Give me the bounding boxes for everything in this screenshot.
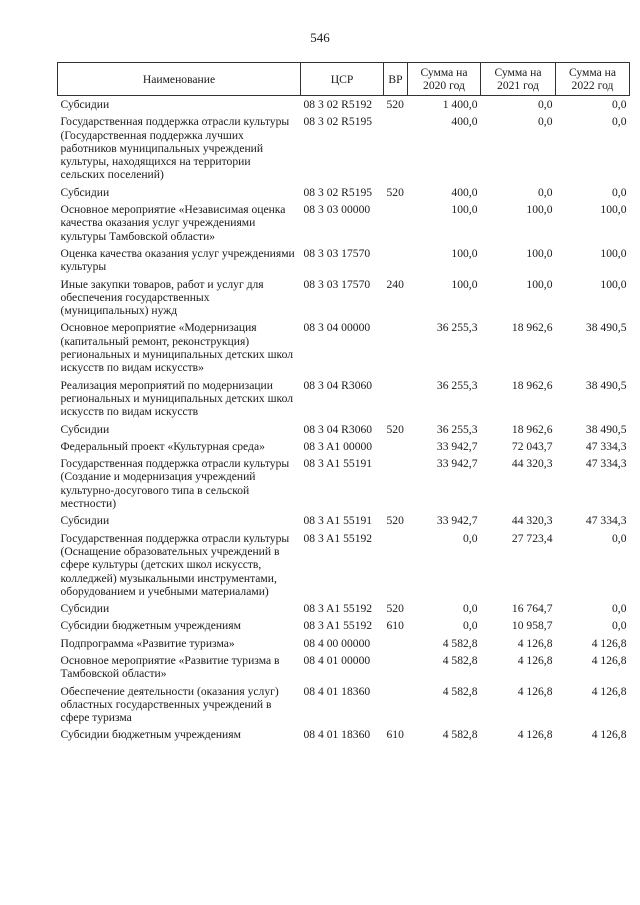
- row-vr-code: [384, 245, 408, 276]
- row-sum-2020: 100,0: [451, 203, 478, 217]
- row-sum-2022: 100,0: [600, 203, 627, 217]
- row-vr-code: 610: [386, 728, 404, 742]
- budget-table: [57, 62, 630, 744]
- row-vr-code: [384, 635, 408, 652]
- row-csr-code: 08 3 04 R3060: [303, 378, 373, 392]
- row-name: Федеральный проект «Культурная среда»: [60, 439, 265, 453]
- row-vr-code: [384, 377, 408, 421]
- row-sum-2022: 47 334,3: [585, 457, 627, 471]
- row-sum-2021: 72 043,7: [511, 439, 553, 453]
- row-vr-code: 520: [386, 422, 404, 436]
- row-sum-2020: 1 400,0: [442, 98, 478, 111]
- table-row: [58, 276, 630, 320]
- row-sum-2022: 38 490,5: [585, 378, 627, 392]
- row-csr-code: 08 3 A1 55192: [303, 619, 373, 633]
- row-vr-code: [384, 438, 408, 455]
- row-sum-2021: 100,0: [526, 203, 553, 217]
- row-vr-code: [384, 455, 408, 512]
- row-sum-2020: 400,0: [451, 185, 478, 199]
- table-row: [58, 512, 630, 529]
- table-row: [58, 113, 630, 183]
- row-vr-code: [384, 113, 408, 183]
- page-number: 546: [310, 30, 330, 45]
- table-row: [58, 201, 630, 245]
- table-row: [58, 438, 630, 455]
- row-sum-2022: 0,0: [612, 619, 627, 633]
- row-vr-code: [384, 652, 408, 683]
- row-sum-2020: 0,0: [463, 602, 478, 616]
- table-body: [58, 96, 630, 744]
- row-name: Субсидии: [60, 98, 110, 111]
- row-sum-2021: 4 126,8: [517, 653, 553, 667]
- table-header-row: [58, 63, 630, 96]
- row-csr-code: 08 3 04 00000: [303, 321, 371, 335]
- row-csr-code: 08 3 02 R5195: [303, 115, 373, 129]
- header-sum-2022: Сумма на 2022 год: [556, 63, 630, 96]
- table-row: [58, 635, 630, 652]
- row-sum-2021: 4 126,8: [517, 636, 553, 650]
- row-sum-2020: 400,0: [451, 115, 478, 129]
- table-row: [58, 96, 630, 114]
- row-sum-2022: 4 126,8: [591, 636, 627, 650]
- row-sum-2022: 100,0: [600, 246, 627, 260]
- row-sum-2022: 4 126,8: [591, 684, 627, 698]
- row-csr-code: 08 3 A1 55192: [303, 531, 373, 545]
- row-name: Реализация мероприятий по модернизации региональных и муниципальных детских школ искусств по видам искусств: [60, 378, 294, 419]
- row-name: Государственная поддержка отрасли культуры (Создание и модернизация учреждений культурно-досугового типа в сельской местности): [60, 457, 290, 511]
- row-vr-code: [384, 683, 408, 727]
- row-sum-2021: 44 320,3: [511, 514, 553, 528]
- row-sum-2021: 18 962,6: [511, 422, 553, 436]
- header-vr: ВР: [384, 63, 408, 96]
- table-row: [58, 455, 630, 512]
- row-sum-2020: 36 255,3: [436, 422, 478, 436]
- row-sum-2021: 16 764,7: [511, 602, 553, 616]
- row-vr-code: 520: [386, 185, 404, 199]
- row-name: Субсидии: [60, 422, 110, 436]
- row-sum-2020: 33 942,7: [436, 514, 478, 528]
- row-sum-2021: 44 320,3: [511, 457, 553, 471]
- row-name: Основное мероприятие «Развитие туризма в Тамбовской области»: [60, 653, 280, 681]
- header-sum-2020: Сумма на 2020 год: [408, 63, 481, 96]
- row-vr-code: 520: [386, 514, 404, 528]
- table-row: [58, 184, 630, 201]
- row-name: Субсидии: [60, 185, 110, 199]
- row-sum-2021: 4 126,8: [517, 684, 553, 698]
- row-vr-code: 520: [386, 602, 404, 616]
- row-vr-code: 240: [386, 277, 404, 291]
- row-csr-code: 08 4 01 00000: [303, 653, 371, 667]
- row-sum-2022: 0,0: [612, 115, 627, 129]
- row-sum-2022: 0,0: [612, 602, 627, 616]
- table-row: [58, 421, 630, 438]
- row-sum-2022: 100,0: [600, 277, 627, 291]
- table-row: [58, 652, 630, 683]
- row-sum-2020: 4 582,8: [442, 636, 478, 650]
- row-sum-2020: 33 942,7: [436, 457, 478, 471]
- row-sum-2022: 47 334,3: [585, 439, 627, 453]
- row-sum-2020: 100,0: [451, 277, 478, 291]
- row-csr-code: 08 3 A1 55191: [303, 457, 373, 471]
- table-row: [58, 726, 630, 743]
- row-sum-2021: 0,0: [538, 115, 553, 129]
- row-sum-2020: 4 582,8: [442, 684, 478, 698]
- row-name: Обеспечение деятельности (оказания услуг) областных государственных учреждений в сфере туризма: [60, 684, 279, 725]
- table-row: [58, 245, 630, 276]
- row-sum-2021: 0,0: [538, 98, 553, 111]
- row-sum-2021: 4 126,8: [517, 728, 553, 742]
- row-sum-2021: 100,0: [526, 277, 553, 291]
- row-csr-code: 08 3 03 17570: [303, 246, 371, 260]
- row-csr-code: 08 4 01 18360: [303, 684, 371, 698]
- table-row: [58, 683, 630, 727]
- table-row: [58, 600, 630, 617]
- row-sum-2021: 100,0: [526, 246, 553, 260]
- row-csr-code: 08 4 00 00000: [303, 636, 371, 650]
- row-name: Иные закупки товаров, работ и услуг для обеспечения государственных (муниципальных) нужд: [60, 277, 264, 318]
- row-name: Субсидии бюджетным учреждениям: [60, 619, 241, 633]
- row-sum-2020: 36 255,3: [436, 378, 478, 392]
- row-sum-2022: 38 490,5: [585, 422, 627, 436]
- row-sum-2020: 100,0: [451, 246, 478, 260]
- row-vr-code: [384, 201, 408, 245]
- row-vr-code: 520: [386, 98, 404, 111]
- row-csr-code: 08 3 03 00000: [303, 203, 371, 217]
- table-row: [58, 617, 630, 634]
- row-sum-2022: 0,0: [612, 185, 627, 199]
- row-name: Субсидии: [60, 602, 110, 616]
- row-sum-2020: 4 582,8: [442, 728, 478, 742]
- row-sum-2020: 0,0: [463, 531, 478, 545]
- row-name: Субсидии: [60, 514, 110, 528]
- row-sum-2022: 4 126,8: [591, 728, 627, 742]
- row-sum-2022: 47 334,3: [585, 514, 627, 528]
- row-name: Субсидии бюджетным учреждениям: [60, 728, 241, 742]
- row-csr-code: 08 3 A1 55192: [303, 602, 373, 616]
- row-sum-2021: 10 958,7: [511, 619, 553, 633]
- row-sum-2021: 18 962,6: [511, 378, 553, 392]
- row-name: Основное мероприятие «Независимая оценка качества оказания услуг учреждениями культуры Тамбовской области»: [60, 203, 286, 243]
- row-name: Оценка качества оказания услуг учреждениями культуры: [60, 246, 295, 274]
- row-csr-code: 08 3 04 R3060: [303, 422, 373, 436]
- row-vr-code: 610: [386, 619, 404, 633]
- row-vr-code: [384, 319, 408, 376]
- table-row: [58, 530, 630, 600]
- row-name: Государственная поддержка отрасли культуры (Государственная поддержка лучших работников муниципальных учреждений культуры, находящихся на территории сельских поселений): [60, 115, 290, 182]
- row-sum-2020: 33 942,7: [436, 439, 478, 453]
- header-name: Наименование: [58, 63, 301, 96]
- row-name: Государственная поддержка отрасли культуры (Оснащение образовательных учреждений в сфере культуры (детских школ искусств, колледжей) музыкальными инструментами, оборудованием и учебными материалами): [60, 531, 290, 598]
- row-vr-code: [384, 530, 408, 600]
- row-sum-2020: 36 255,3: [436, 321, 478, 335]
- row-csr-code: 08 4 01 18360: [303, 728, 371, 742]
- table-row: [58, 377, 630, 421]
- row-sum-2022: 4 126,8: [591, 653, 627, 667]
- row-name: Основное мероприятие «Модернизация (капитальный ремонт, реконструкция) региональных и муниципальных детских школ искусств по видам искусств»: [60, 321, 294, 375]
- row-sum-2021: 18 962,6: [511, 321, 553, 335]
- row-csr-code: 08 3 02 R5192: [303, 98, 373, 111]
- row-csr-code: 08 3 A1 00000: [303, 439, 373, 453]
- header-csr: ЦСР: [301, 63, 384, 96]
- row-csr-code: 08 3 02 R5195: [303, 185, 373, 199]
- row-sum-2021: 27 723,4: [511, 531, 553, 545]
- row-sum-2022: 0,0: [612, 531, 627, 545]
- row-name: Подпрограмма «Развитие туризма»: [60, 636, 235, 650]
- row-csr-code: 08 3 03 17570: [303, 277, 371, 291]
- row-sum-2021: 0,0: [538, 185, 553, 199]
- table-row: [58, 319, 630, 376]
- header-sum-2021: Сумма на 2021 год: [481, 63, 556, 96]
- row-sum-2020: 0,0: [463, 619, 478, 633]
- row-sum-2022: 0,0: [612, 98, 627, 111]
- row-sum-2020: 4 582,8: [442, 653, 478, 667]
- row-sum-2022: 38 490,5: [585, 321, 627, 335]
- row-csr-code: 08 3 A1 55191: [303, 514, 373, 528]
